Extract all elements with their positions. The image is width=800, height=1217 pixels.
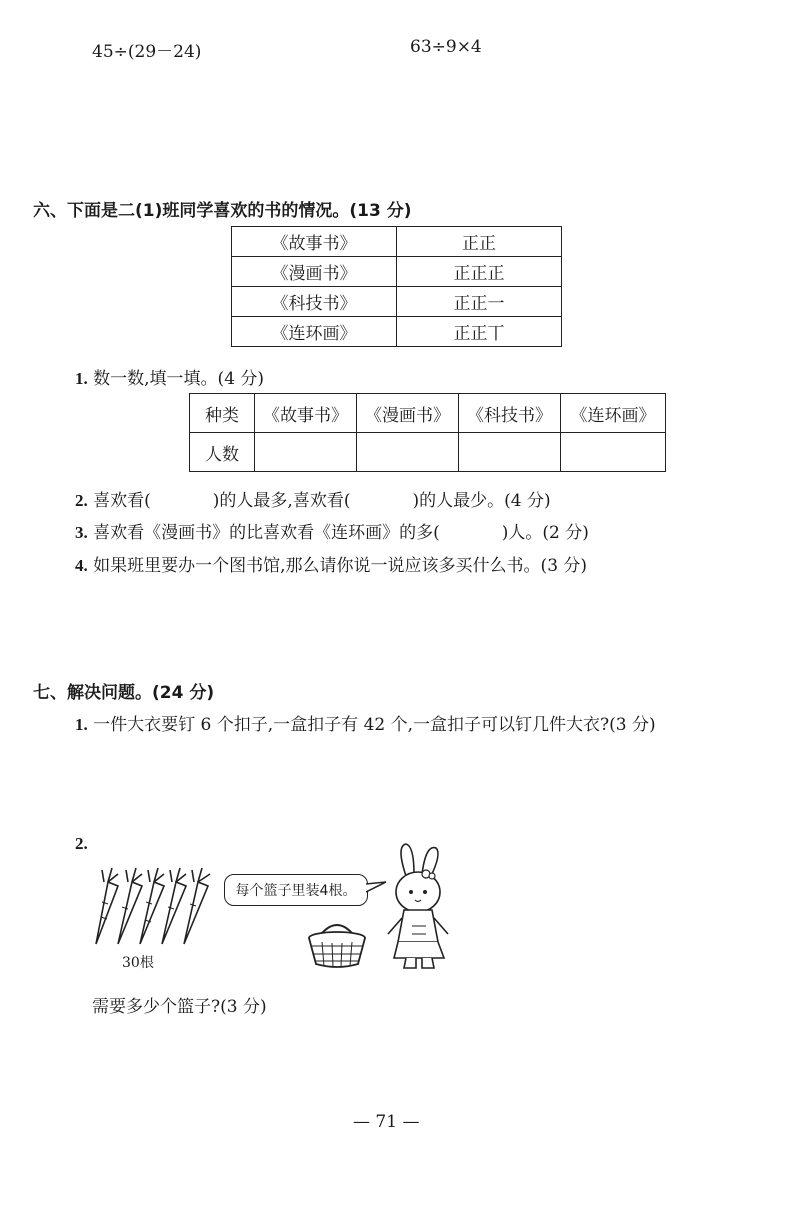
tally-book: 《漫画书》 — [232, 257, 397, 287]
question-6-2 — [75, 486, 551, 511]
question-text: 喜欢看《漫画书》的比喜欢看《连环画》的多( — [93, 523, 440, 543]
table-row — [232, 287, 562, 317]
table-row — [190, 394, 666, 433]
count-row-label: 人数 — [190, 433, 255, 472]
question-number: 1. — [75, 369, 88, 388]
count-header: 《连环画》 — [561, 394, 666, 433]
expression-2: 63÷9×4 — [410, 37, 482, 57]
table-row — [232, 227, 562, 257]
tally-book: 《连环画》 — [232, 317, 397, 347]
tally-book: 《科技书》 — [232, 287, 397, 317]
page-number: — 71 — — [353, 1112, 420, 1132]
table-row — [190, 433, 666, 472]
question-6-1 — [75, 364, 264, 389]
tally-marks: 正正一 — [397, 287, 562, 317]
count-answer-cell[interactable] — [459, 433, 561, 472]
rabbit-illustration — [382, 842, 462, 972]
carrot-icon — [118, 868, 142, 944]
question-text: 一件大衣要钉 6 个扣子,一盒扣子有 42 个,一盒扣子可以钉几件大衣?(3 分) — [93, 715, 656, 735]
question-number: 2. — [75, 491, 88, 510]
table-row — [232, 257, 562, 287]
carrot-icon — [184, 868, 210, 944]
question-7-1 — [75, 710, 656, 735]
question-number: 4. — [75, 556, 88, 575]
tally-marks: 正正丅 — [397, 317, 562, 347]
count-header: 《科技书》 — [459, 394, 561, 433]
question-number: 1. — [75, 715, 88, 734]
carrot-icon — [162, 868, 186, 944]
count-answer-cell[interactable] — [561, 433, 666, 472]
question-6-3 — [75, 518, 589, 543]
question-text: )的人最少。(4 分) — [412, 491, 551, 511]
count-row-label: 种类 — [190, 394, 255, 433]
table-row — [232, 317, 562, 347]
question-text: 数一数,填一填。(4 分) — [93, 369, 265, 389]
tally-book: 《故事书》 — [232, 227, 397, 257]
tally-marks: 正正 — [397, 227, 562, 257]
question-number: 3. — [75, 523, 88, 542]
carrot-icon — [96, 868, 118, 944]
speech-bubble: 每个篮子里装4根。 — [224, 874, 368, 906]
question-6-4 — [75, 551, 587, 576]
count-header: 《漫画书》 — [357, 394, 459, 433]
question-7-2-text: 需要多少个篮子?(3 分) — [92, 997, 267, 1017]
section-6-title: 六、下面是二(1)班同学喜欢的书的情况。(13 分) — [33, 201, 412, 221]
question-text: )人。(2 分) — [501, 523, 589, 543]
tally-marks: 正正正 — [397, 257, 562, 287]
question-number: 2. — [75, 834, 88, 853]
carrot-count-label: 30根 — [122, 955, 154, 971]
count-header: 《故事书》 — [255, 394, 357, 433]
question-text: )的人最多,喜欢看( — [212, 491, 351, 511]
carrots-illustration — [88, 862, 218, 954]
tally-table — [231, 226, 562, 347]
expression-1: 45÷(29－24) — [92, 42, 202, 62]
count-table — [189, 393, 666, 472]
question-text: 如果班里要办一个图书馆,那么请你说一说应该多买什么书。(3 分) — [93, 556, 588, 576]
basket-icon — [304, 916, 370, 970]
question-text: 喜欢看( — [93, 491, 151, 511]
count-answer-cell[interactable] — [255, 433, 357, 472]
count-answer-cell[interactable] — [357, 433, 459, 472]
carrot-icon — [140, 868, 164, 944]
section-7-title: 七、解决问题。(24 分) — [33, 683, 215, 703]
